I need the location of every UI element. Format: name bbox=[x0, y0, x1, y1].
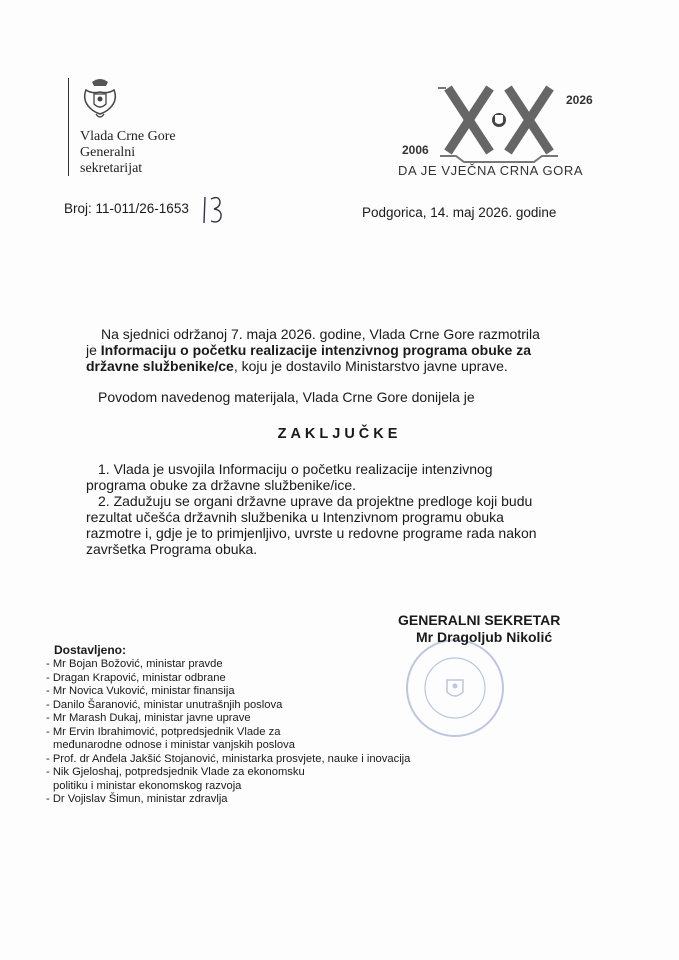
intro-text: , koju je dostavilo Ministarstvo javne uprave. bbox=[233, 358, 508, 374]
gov-line: Vlada Crne Gore bbox=[80, 129, 176, 144]
logo-motto: DA JE VJEČNA CRNA GORA bbox=[398, 163, 584, 178]
conclusion-line: programa obuke za državne službenike/ice. bbox=[86, 477, 357, 493]
government-name bbox=[80, 129, 176, 177]
gov-line: Generalni bbox=[80, 145, 136, 160]
logo-year-right: 2026 bbox=[566, 93, 593, 107]
intro-bold: Informaciju o početku realizacije intenzivnog programa obuke za bbox=[100, 342, 532, 358]
gov-line: sekretarijat bbox=[80, 161, 143, 176]
list-item-text: - Dr Vojislav Šimun, ministar zdravlja bbox=[46, 793, 228, 805]
list-item bbox=[46, 685, 410, 699]
list-item bbox=[46, 766, 410, 793]
logo-year-left: 2006 bbox=[402, 143, 429, 157]
conclusion-line: 1. Vlada je usvojila Informaciju o početku realizacije intenzivnog bbox=[98, 461, 493, 477]
list-item-text: - Mr Novica Vuković, ministar finansija bbox=[46, 685, 235, 697]
official-stamp-icon bbox=[402, 636, 508, 740]
intro-bold: državne službenike/ce bbox=[86, 358, 234, 374]
list-item-text: međunarodne odnose i ministar vanjskih poslova bbox=[53, 739, 295, 751]
list-item bbox=[46, 726, 410, 753]
header-divider bbox=[68, 78, 69, 176]
list-item bbox=[46, 658, 410, 672]
conclusion-line: 2. Zadužuju se organi državne uprave da projektne predloge koji budu bbox=[98, 493, 533, 509]
coat-of-arms-icon bbox=[80, 76, 120, 124]
list-item bbox=[46, 712, 410, 726]
list-item-text: - Danilo Šaranović, ministar unutrašnjih poslova bbox=[46, 698, 283, 711]
intro-line bbox=[86, 358, 596, 374]
conclusion-line: razmotre i, gdje je to primjenljivo, uvrste u redovne programe rada nakon bbox=[86, 525, 537, 541]
list-item bbox=[46, 793, 410, 807]
intro-line: Na sjednici održanoj 7. maja 2026. godine, Vlada Crne Gore razmotrila bbox=[101, 326, 540, 342]
conclusions-heading: ZAKLJUČKE bbox=[277, 426, 402, 442]
list-item-text: - Nik Gjeloshaj, potpredsjednik Vlade za ekonomsku bbox=[46, 766, 305, 778]
signature-title: GENERALNI SEKRETAR bbox=[398, 612, 561, 628]
intro-line bbox=[86, 342, 596, 358]
list-item-text: - Prof. dr Anđela Jakšić Stojanović, ministarka prosvjete, nauke i inovacija bbox=[46, 752, 411, 765]
list-item-text: politiku i ministar ekonomskog razvoja bbox=[53, 779, 242, 792]
place-date: Podgorica, 14. maj 2026. godine bbox=[362, 205, 557, 220]
list-item bbox=[46, 753, 410, 767]
distribution-title: Dostavljeno: bbox=[54, 643, 127, 657]
list-item-text: - Mr Marash Dukaj, ministar javne uprave bbox=[46, 712, 251, 724]
intro-paragraph bbox=[86, 326, 596, 374]
handwritten-text: 13 bbox=[200, 193, 202, 194]
intro-decision-line: Povodom navedenog materijala, Vlada Crne Gore donijela je bbox=[98, 389, 475, 405]
conclusion-line: rezultat učešća državnih službenika u Intenzivnom programu obuka bbox=[86, 509, 504, 525]
conclusion-item bbox=[86, 493, 596, 557]
conclusion-item bbox=[86, 461, 596, 493]
handwritten-number bbox=[200, 193, 230, 225]
list-item-text: - Dragan Krapović, ministar odbrane bbox=[46, 671, 226, 684]
intro-text: je bbox=[86, 342, 101, 358]
list-item-text: - Mr Bojan Božović, ministar pravde bbox=[46, 658, 223, 670]
list-item bbox=[46, 672, 410, 686]
list-item bbox=[46, 699, 410, 713]
list-item-text: - Mr Ervin Ibrahimović, potpredsjednik Vlade za bbox=[46, 725, 281, 738]
conclusion-line: završetka Programa obuka. bbox=[86, 541, 258, 557]
signature-name: Mr Dragoljub Nikolić bbox=[416, 629, 553, 645]
distribution-list bbox=[46, 658, 410, 807]
reference-number: Broj: 11-011/26-1653 bbox=[64, 201, 189, 216]
